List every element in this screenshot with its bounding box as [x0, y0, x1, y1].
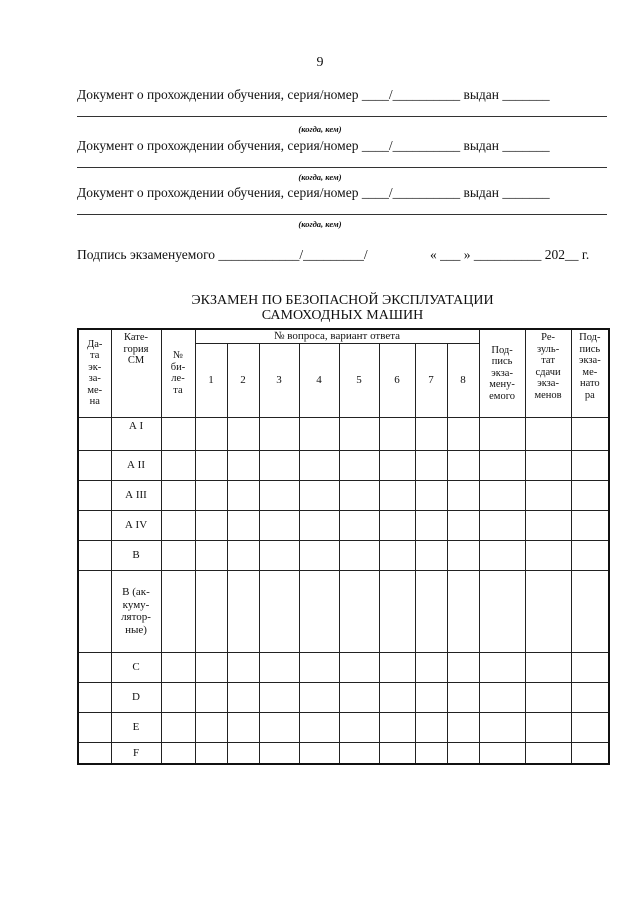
table-cell[interactable] [525, 712, 571, 742]
category-label: А IV [111, 510, 161, 540]
category-label: В (ак- куму- лятор- ные) [111, 570, 161, 652]
table-cell[interactable] [195, 417, 227, 450]
table-cell[interactable] [415, 510, 447, 540]
table-cell[interactable] [161, 682, 195, 712]
table-cell[interactable] [571, 682, 609, 712]
question-number-1: 1 [195, 343, 227, 417]
table-cell[interactable] [339, 682, 379, 712]
table-cell[interactable] [78, 540, 111, 570]
table-cell[interactable] [259, 712, 299, 742]
table-cell[interactable] [415, 742, 447, 764]
table-cell[interactable] [379, 742, 415, 764]
table-cell[interactable] [379, 540, 415, 570]
table-cell[interactable] [447, 480, 479, 510]
table-row [78, 510, 609, 540]
table-cell[interactable] [195, 480, 227, 510]
table-cell[interactable] [415, 540, 447, 570]
table-cell[interactable] [78, 682, 111, 712]
table-row [78, 742, 609, 764]
table-cell[interactable] [415, 570, 447, 652]
table-cell[interactable] [379, 480, 415, 510]
table-cell[interactable] [479, 450, 525, 480]
category-label: С [111, 652, 161, 682]
header-result: Ре- зуль- тат сдачи экза- менов [525, 329, 571, 417]
question-number-4: 4 [299, 343, 339, 417]
header-signature-examinee: Под- пись экза- мену- емого [479, 329, 525, 417]
document-line-2-caption: (когда, кем) [298, 172, 342, 182]
category-label: А III [111, 480, 161, 510]
table-cell[interactable] [447, 712, 479, 742]
category-label: А I [111, 417, 161, 450]
question-number-5: 5 [339, 343, 379, 417]
table-cell[interactable] [259, 510, 299, 540]
category-label: D [111, 682, 161, 712]
table-cell[interactable] [227, 417, 259, 450]
table-row [78, 652, 609, 682]
table-cell[interactable] [161, 480, 195, 510]
table-cell[interactable] [339, 417, 379, 450]
table-row [78, 450, 609, 480]
header-category: Кате- гория СМ [111, 329, 161, 417]
table-cell[interactable] [299, 510, 339, 540]
document-line-3-caption: (когда, кем) [298, 219, 342, 229]
table-cell[interactable] [227, 480, 259, 510]
table-cell[interactable] [571, 652, 609, 682]
table-cell[interactable] [571, 540, 609, 570]
table-cell[interactable] [227, 510, 259, 540]
table-cell[interactable] [339, 510, 379, 540]
table-cell[interactable] [379, 570, 415, 652]
table-cell[interactable] [78, 712, 111, 742]
table-cell[interactable] [479, 540, 525, 570]
table-cell[interactable] [447, 652, 479, 682]
signature-date: « ___ » __________ 202__ г. [430, 247, 590, 262]
table-cell[interactable] [339, 652, 379, 682]
table-cell[interactable] [299, 540, 339, 570]
table-cell[interactable] [379, 417, 415, 450]
table-cell[interactable] [479, 480, 525, 510]
table-cell[interactable] [259, 682, 299, 712]
table-cell[interactable] [479, 682, 525, 712]
table-cell[interactable] [161, 712, 195, 742]
table-cell[interactable] [447, 742, 479, 764]
table-cell[interactable] [195, 652, 227, 682]
table-cell[interactable] [447, 540, 479, 570]
table-cell[interactable] [525, 652, 571, 682]
table-cell[interactable] [571, 712, 609, 742]
page-number: 9 [316, 55, 324, 70]
table-cell[interactable] [447, 570, 479, 652]
document-line-1-rule [77, 116, 607, 117]
header-ticket: № би- ле- та [161, 329, 195, 417]
document-line-3-rule [77, 214, 607, 215]
table-cell[interactable] [299, 570, 339, 652]
table-cell[interactable] [259, 540, 299, 570]
table-cell[interactable] [259, 480, 299, 510]
table-cell[interactable] [161, 652, 195, 682]
table-cell[interactable] [195, 742, 227, 764]
table-cell[interactable] [571, 480, 609, 510]
table-cell[interactable] [525, 682, 571, 712]
table-cell[interactable] [259, 742, 299, 764]
table-cell[interactable] [525, 450, 571, 480]
table-cell[interactable] [259, 652, 299, 682]
table-cell[interactable] [379, 510, 415, 540]
table-cell[interactable] [415, 450, 447, 480]
table-row [78, 540, 609, 570]
table-cell[interactable] [227, 682, 259, 712]
question-number-3: 3 [259, 343, 299, 417]
table-cell[interactable] [195, 712, 227, 742]
table-cell[interactable] [379, 712, 415, 742]
table-cell[interactable] [339, 570, 379, 652]
question-number-8: 8 [447, 343, 479, 417]
table-cell[interactable] [571, 510, 609, 540]
signature-line [77, 247, 617, 263]
table-cell[interactable] [227, 742, 259, 764]
table-cell[interactable] [195, 570, 227, 652]
table-cell[interactable] [415, 480, 447, 510]
table-row [78, 682, 609, 712]
table-cell[interactable] [479, 742, 525, 764]
table-cell[interactable] [78, 510, 111, 540]
document-line-1: Документ о прохождении обучения, серия/номер ____/__________ выдан _______ [77, 87, 550, 102]
document-line-3: Документ о прохождении обучения, серия/номер ____/__________ выдан _______ [77, 185, 550, 200]
question-number-6: 6 [379, 343, 415, 417]
table-cell[interactable] [299, 652, 339, 682]
header-date: Да- та эк- за- ме- на [78, 329, 111, 417]
table-cell[interactable] [259, 570, 299, 652]
table-cell[interactable] [447, 417, 479, 450]
table-cell[interactable] [227, 712, 259, 742]
exam-title-line-1: ЭКЗАМЕН ПО БЕЗОПАСНОЙ ЭКСПЛУАТАЦИИ [191, 293, 494, 308]
table-cell[interactable] [299, 712, 339, 742]
table-cell[interactable] [479, 510, 525, 540]
table-cell[interactable] [161, 742, 195, 764]
document-line-2-rule [77, 167, 607, 168]
table-cell[interactable] [339, 712, 379, 742]
signature-examinee: Подпись экзаменуемого ____________/_________/ [77, 247, 368, 262]
table-cell[interactable] [479, 417, 525, 450]
header-signature-examiner: Под- пись экза- ме- нато ра [571, 329, 609, 417]
table-cell[interactable] [227, 450, 259, 480]
exam-title-line-2: САМОХОДНЫХ МАШИН [261, 308, 424, 323]
table-cell[interactable] [447, 510, 479, 540]
table-cell[interactable] [415, 417, 447, 450]
document-line-2: Документ о прохождении обучения, серия/номер ____/__________ выдан _______ [77, 138, 550, 153]
question-number-7: 7 [415, 343, 447, 417]
table-cell[interactable] [415, 652, 447, 682]
table-cell[interactable] [525, 510, 571, 540]
table-cell[interactable] [78, 450, 111, 480]
table-cell[interactable] [161, 510, 195, 540]
table-cell[interactable] [571, 570, 609, 652]
table-row [78, 480, 609, 510]
table-cell[interactable] [379, 450, 415, 480]
table-cell[interactable] [525, 480, 571, 510]
table-cell[interactable] [379, 682, 415, 712]
table-cell[interactable] [78, 480, 111, 510]
table-cell[interactable] [227, 652, 259, 682]
table-cell[interactable] [479, 652, 525, 682]
exam-title [0, 293, 640, 323]
table-cell[interactable] [339, 450, 379, 480]
table-cell[interactable] [339, 540, 379, 570]
table-cell[interactable] [571, 450, 609, 480]
table-cell[interactable] [299, 682, 339, 712]
question-number-2: 2 [227, 343, 259, 417]
table-cell[interactable] [339, 742, 379, 764]
table-cell[interactable] [227, 540, 259, 570]
table-cell[interactable] [525, 570, 571, 652]
table-cell[interactable] [571, 417, 609, 450]
document-line-1-caption: (когда, кем) [298, 124, 342, 134]
table-cell[interactable] [195, 682, 227, 712]
table-cell[interactable] [78, 417, 111, 450]
table-row [78, 417, 609, 450]
category-label: А II [111, 450, 161, 480]
table-cell[interactable] [161, 540, 195, 570]
table-cell[interactable] [525, 417, 571, 450]
table-cell[interactable] [259, 417, 299, 450]
table-cell[interactable] [227, 570, 259, 652]
table-cell[interactable] [299, 480, 339, 510]
table-cell[interactable] [415, 712, 447, 742]
table-cell[interactable] [447, 682, 479, 712]
table-cell[interactable] [479, 570, 525, 652]
table-cell[interactable] [525, 540, 571, 570]
table-cell[interactable] [78, 652, 111, 682]
table-row [78, 570, 609, 652]
table-cell[interactable] [195, 540, 227, 570]
table-cell[interactable] [571, 742, 609, 764]
table-cell[interactable] [259, 450, 299, 480]
table-cell[interactable] [447, 450, 479, 480]
table-cell[interactable] [299, 742, 339, 764]
category-label: В [111, 540, 161, 570]
table-cell[interactable] [339, 480, 379, 510]
table-cell[interactable] [195, 450, 227, 480]
table-cell[interactable] [161, 570, 195, 652]
exam-table [77, 328, 610, 765]
table-cell[interactable] [415, 682, 447, 712]
category-label: Е [111, 712, 161, 742]
table-cell[interactable] [299, 450, 339, 480]
table-cell[interactable] [525, 742, 571, 764]
table-cell[interactable] [78, 742, 111, 764]
table-cell[interactable] [195, 510, 227, 540]
header-questions: № вопроса, вариант ответа [195, 329, 479, 343]
table-cell[interactable] [379, 652, 415, 682]
table-cell[interactable] [161, 450, 195, 480]
category-label: F [111, 742, 161, 764]
table-cell[interactable] [479, 712, 525, 742]
table-cell[interactable] [78, 570, 111, 652]
table-cell[interactable] [161, 417, 195, 450]
table-cell[interactable] [299, 417, 339, 450]
table-row [78, 712, 609, 742]
